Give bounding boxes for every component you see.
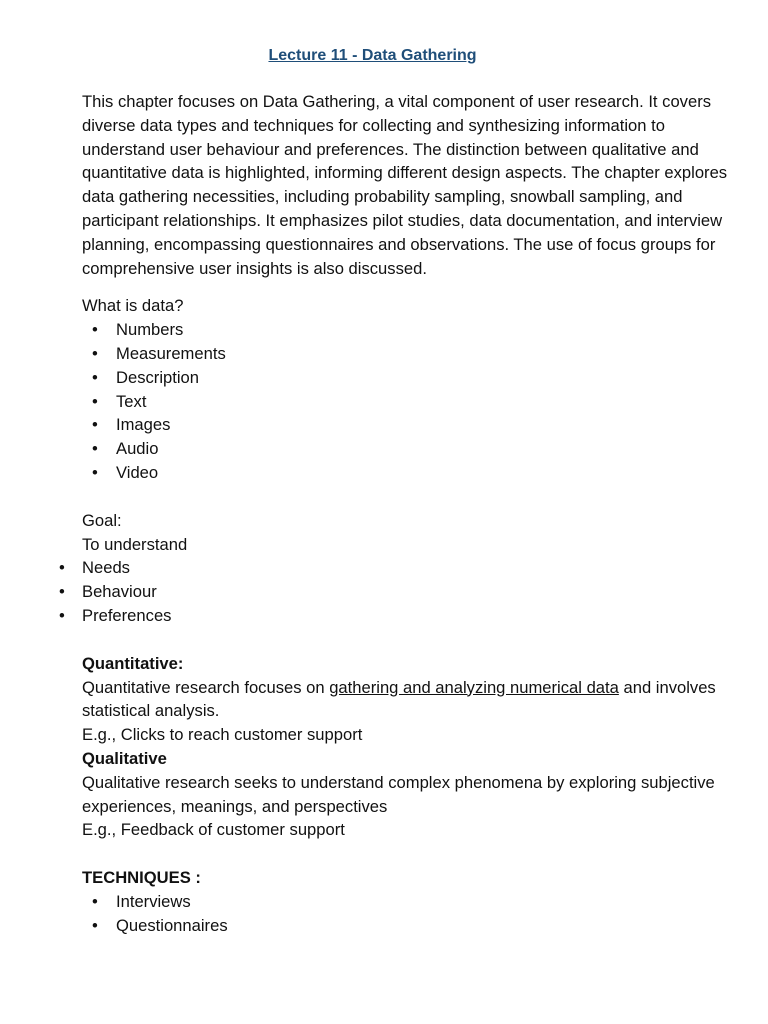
list-item: • Measurements xyxy=(82,342,732,366)
goal-heading: Goal: xyxy=(82,510,122,530)
qualitative-example: E.g., Feedback of customer support xyxy=(82,820,345,840)
list-item: • Behaviour xyxy=(82,580,732,604)
quantitative-text-after: and involves statistical analysis. xyxy=(82,677,716,721)
goal-section xyxy=(82,509,732,628)
what-is-data-heading: What is data? xyxy=(82,296,184,316)
list-item: • Video xyxy=(82,461,732,485)
quantitative-heading: Quantitative: xyxy=(82,653,184,673)
spacer xyxy=(82,485,732,509)
quantitative-section xyxy=(82,652,732,747)
techniques-heading: TECHNIQUES : xyxy=(82,868,201,888)
qualitative-description: Qualitative research seeks to understand complex phenomena by exploring subjective experiences, meanings, and perspectives xyxy=(82,772,715,816)
list-item: • Questionnaires xyxy=(82,914,732,938)
data-types-list xyxy=(82,318,732,485)
list-item: • Description xyxy=(82,366,732,390)
quantitative-underlined-text: gathering and analyzing numerical data xyxy=(329,677,619,697)
list-item: • Preferences xyxy=(82,604,732,628)
list-item: • Audio xyxy=(82,437,732,461)
qualitative-section xyxy=(82,747,732,842)
what-is-data-section xyxy=(82,294,732,484)
intro-paragraph: This chapter focuses on Data Gathering, a vital component of user research. It covers diverse data types and techniques for collecting and synthesizing information to understand user behaviour and preferences. The distinction between qualitative and quantitative data is highlighted, informing different design aspects. The chapter explores data gathering necessities, including probability sampling, snowball sampling, and participant relationships. It emphasizes pilot studies, data documentation, and interview planning, encompassing questionnaires and observations. The use of focus groups for comprehensive user insights is also discussed. xyxy=(82,92,728,278)
quantitative-example: E.g., Clicks to reach customer support xyxy=(82,725,363,745)
document-body xyxy=(82,90,732,938)
list-item: • Text xyxy=(82,390,732,414)
spacer xyxy=(82,842,732,866)
techniques-section xyxy=(82,866,732,937)
list-item: • Needs xyxy=(82,556,732,580)
goal-subheading: To understand xyxy=(82,534,188,554)
qualitative-heading: Qualitative xyxy=(82,748,167,768)
quantitative-description xyxy=(82,676,732,724)
page-title: Lecture 11 - Data Gathering xyxy=(268,47,477,64)
list-item: • Images xyxy=(82,413,732,437)
list-item: • Interviews xyxy=(82,890,732,914)
quantitative-text-before: Quantitative research focuses on xyxy=(82,677,330,697)
goal-list xyxy=(82,556,732,627)
spacer xyxy=(82,628,732,652)
list-item: • Numbers xyxy=(82,318,732,342)
techniques-list xyxy=(82,890,732,938)
